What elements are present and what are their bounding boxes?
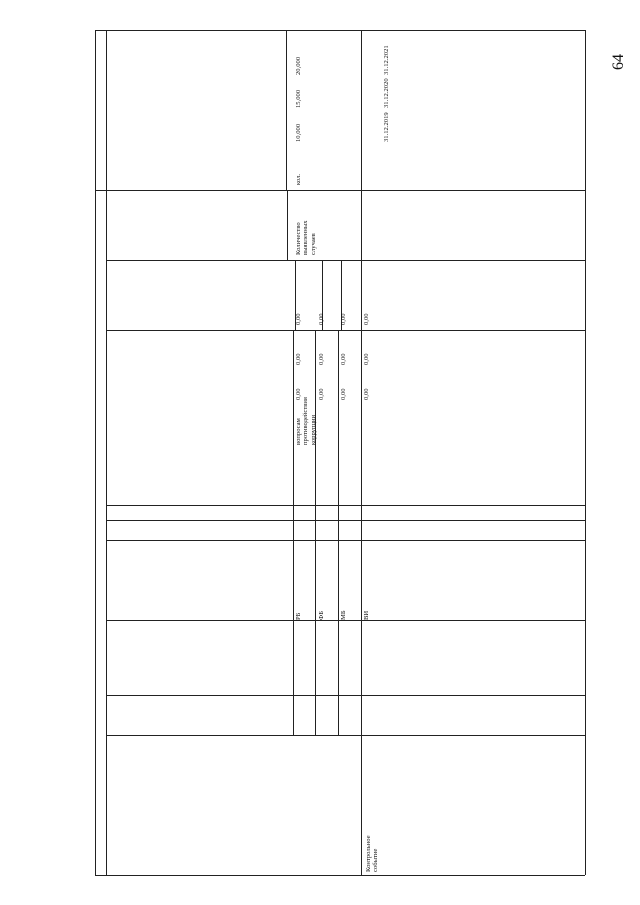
table-border-left [95, 30, 96, 875]
col-rule-6 [106, 540, 585, 541]
cases-unit: кол. [295, 173, 302, 185]
inner-rule-i [338, 330, 339, 735]
target-value-3: 20,000 [295, 56, 302, 75]
col-rule-7 [106, 620, 585, 621]
control-event-label: Контрольное событие [365, 835, 380, 872]
col-rule-5 [106, 520, 585, 521]
funding-fb-1: 0,00 [318, 388, 325, 400]
inner-left-border [106, 30, 107, 875]
col-rule-9 [106, 735, 585, 736]
funding-vi-3: 0,00 [363, 313, 370, 325]
funding-rb-2: 0,00 [295, 353, 302, 365]
funding-rb-3: 0,00 [295, 313, 302, 325]
inner-rule-b [287, 190, 288, 260]
target-date-1: 31.12.2019 [383, 112, 390, 142]
col-rule-3 [106, 330, 585, 331]
col-rule-8 [106, 695, 585, 696]
col-rule-2 [106, 260, 585, 261]
table-border-bottom [95, 875, 585, 876]
page-number: 64 [610, 54, 627, 70]
funding-fb-2: 0,00 [318, 353, 325, 365]
funding-fb-3: 0,00 [318, 313, 325, 325]
target-date-2: 31.12.2020 [383, 78, 390, 108]
funding-vi-2: 0,00 [363, 353, 370, 365]
target-value-1: 10,000 [295, 123, 302, 142]
target-date-3: 31.12.2021 [383, 45, 390, 75]
funding-rb-1: 0,00 [295, 388, 302, 400]
funding-source-fb: ФБ [318, 611, 325, 620]
inner-rule-a [286, 30, 287, 190]
col-rule-1 [95, 190, 585, 191]
cases-label: Количество выявленных случаев [295, 220, 317, 255]
funding-source-rb: РБ [295, 612, 302, 620]
funding-mb-2: 0,00 [340, 353, 347, 365]
target-value-2: 15,000 [295, 89, 302, 108]
table-border-right [585, 30, 586, 875]
funding-mb-3: 0,00 [340, 313, 347, 325]
funding-mb-1: 0,00 [340, 388, 347, 400]
anticorruption-text: вопросам противодействия коррупции [295, 397, 317, 445]
table-border-top [95, 30, 585, 31]
funding-source-mb: МБ [340, 610, 347, 620]
funding-vi-1: 0,00 [363, 388, 370, 400]
inner-rule-f [361, 330, 362, 735]
rotated-table [95, 30, 585, 875]
funding-source-vi: ВИ [363, 610, 370, 620]
inner-rule-g [293, 330, 294, 735]
col-rule-4 [106, 505, 585, 506]
